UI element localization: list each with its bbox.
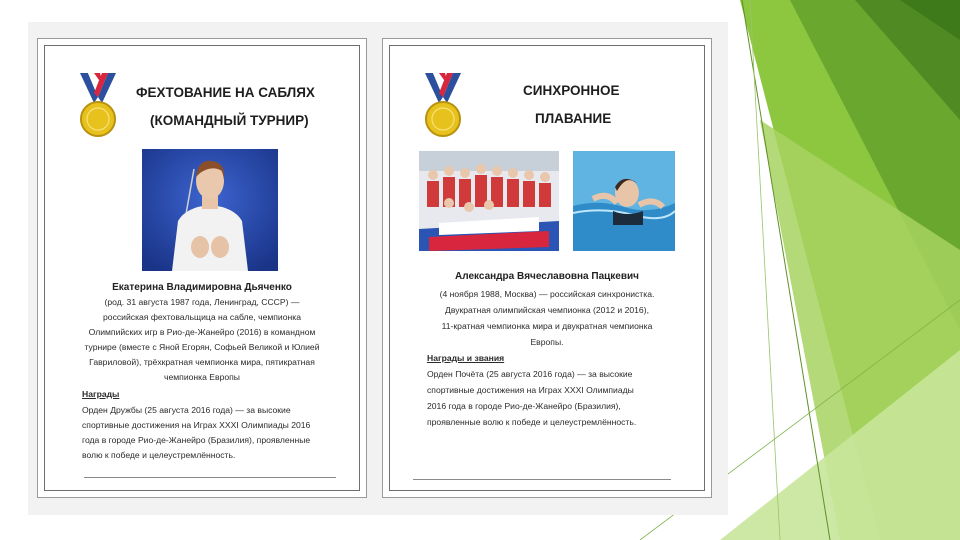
swimmer-photo (573, 151, 675, 251)
award-line: спортивные достижения на Играх XXXI Олимпиады 2016 (82, 420, 311, 430)
award-line: спортивные достижения на Играх XXXI Олимпиады (427, 385, 634, 395)
right-document-card (382, 38, 712, 498)
card-title-line-1: СИНХРОННОЕ (523, 83, 620, 98)
bio-line: чемпионка Европы (164, 372, 240, 382)
athlete-photo (142, 149, 278, 271)
medal-icon (76, 73, 120, 139)
award-line: Орден Почёта (25 августа 2016 года) — за высокие (427, 369, 633, 379)
bio-line: Двукратная олимпийская чемпионка (2012 и 2016), (445, 305, 649, 315)
athlete-name: Екатерина Владимировна Дьяченко (112, 282, 292, 293)
award-line: волю к победе и целеустремлённость. (82, 450, 236, 460)
bio-line: Гавриловой), трёхкратная чемпионка мира, пятикратная (89, 357, 315, 367)
bio-line: (4 ноября 1988, Москва) — российская синхронистка. (439, 289, 655, 299)
team-photo (419, 151, 559, 251)
bio-line: (род. 31 августа 1987 года, Ленинград, СССР) — (104, 297, 300, 307)
footer-rule (413, 479, 671, 480)
bio-line: российская фехтовальщица на сабле, чемпионка (103, 312, 301, 322)
award-line: проявленные волю к победе и целеустремлённость. (427, 417, 637, 427)
awards-label: Награды (82, 389, 120, 399)
left-document-card (37, 38, 367, 498)
awards-label: Награды и звания (427, 353, 505, 363)
bio-line: Олимпийских игр в Рио-де-Жанейро (2016) в командном (88, 327, 316, 337)
bio-line: 11-кратная чемпионка мира и двукратная чемпионка (441, 321, 653, 331)
award-line: 2016 года в городе Рио-де-Жанейро (Бразилия), (427, 401, 621, 411)
athlete-name: Александра Вячеславовна Пацкевич (455, 271, 639, 282)
bio-line: турнире (вместе с Яной Егорян, Софьей Великой и Юлией (84, 342, 320, 352)
card-title-line-2: (КОМАНДНЫЙ ТУРНИР) (150, 113, 309, 128)
award-line: Орден Дружбы (25 августа 2016 года) — за высокие (82, 405, 291, 415)
award-line: года в городе Рио-де-Жанейро (Бразилия), проявленные (82, 435, 311, 445)
card-title-line-1: ФЕХТОВАНИЕ НА САБЛЯХ (136, 85, 315, 100)
bio-line: Европы. (530, 337, 564, 347)
medal-icon (421, 73, 465, 139)
footer-rule (84, 477, 336, 478)
card-title-line-2: ПЛАВАНИЕ (535, 111, 612, 126)
